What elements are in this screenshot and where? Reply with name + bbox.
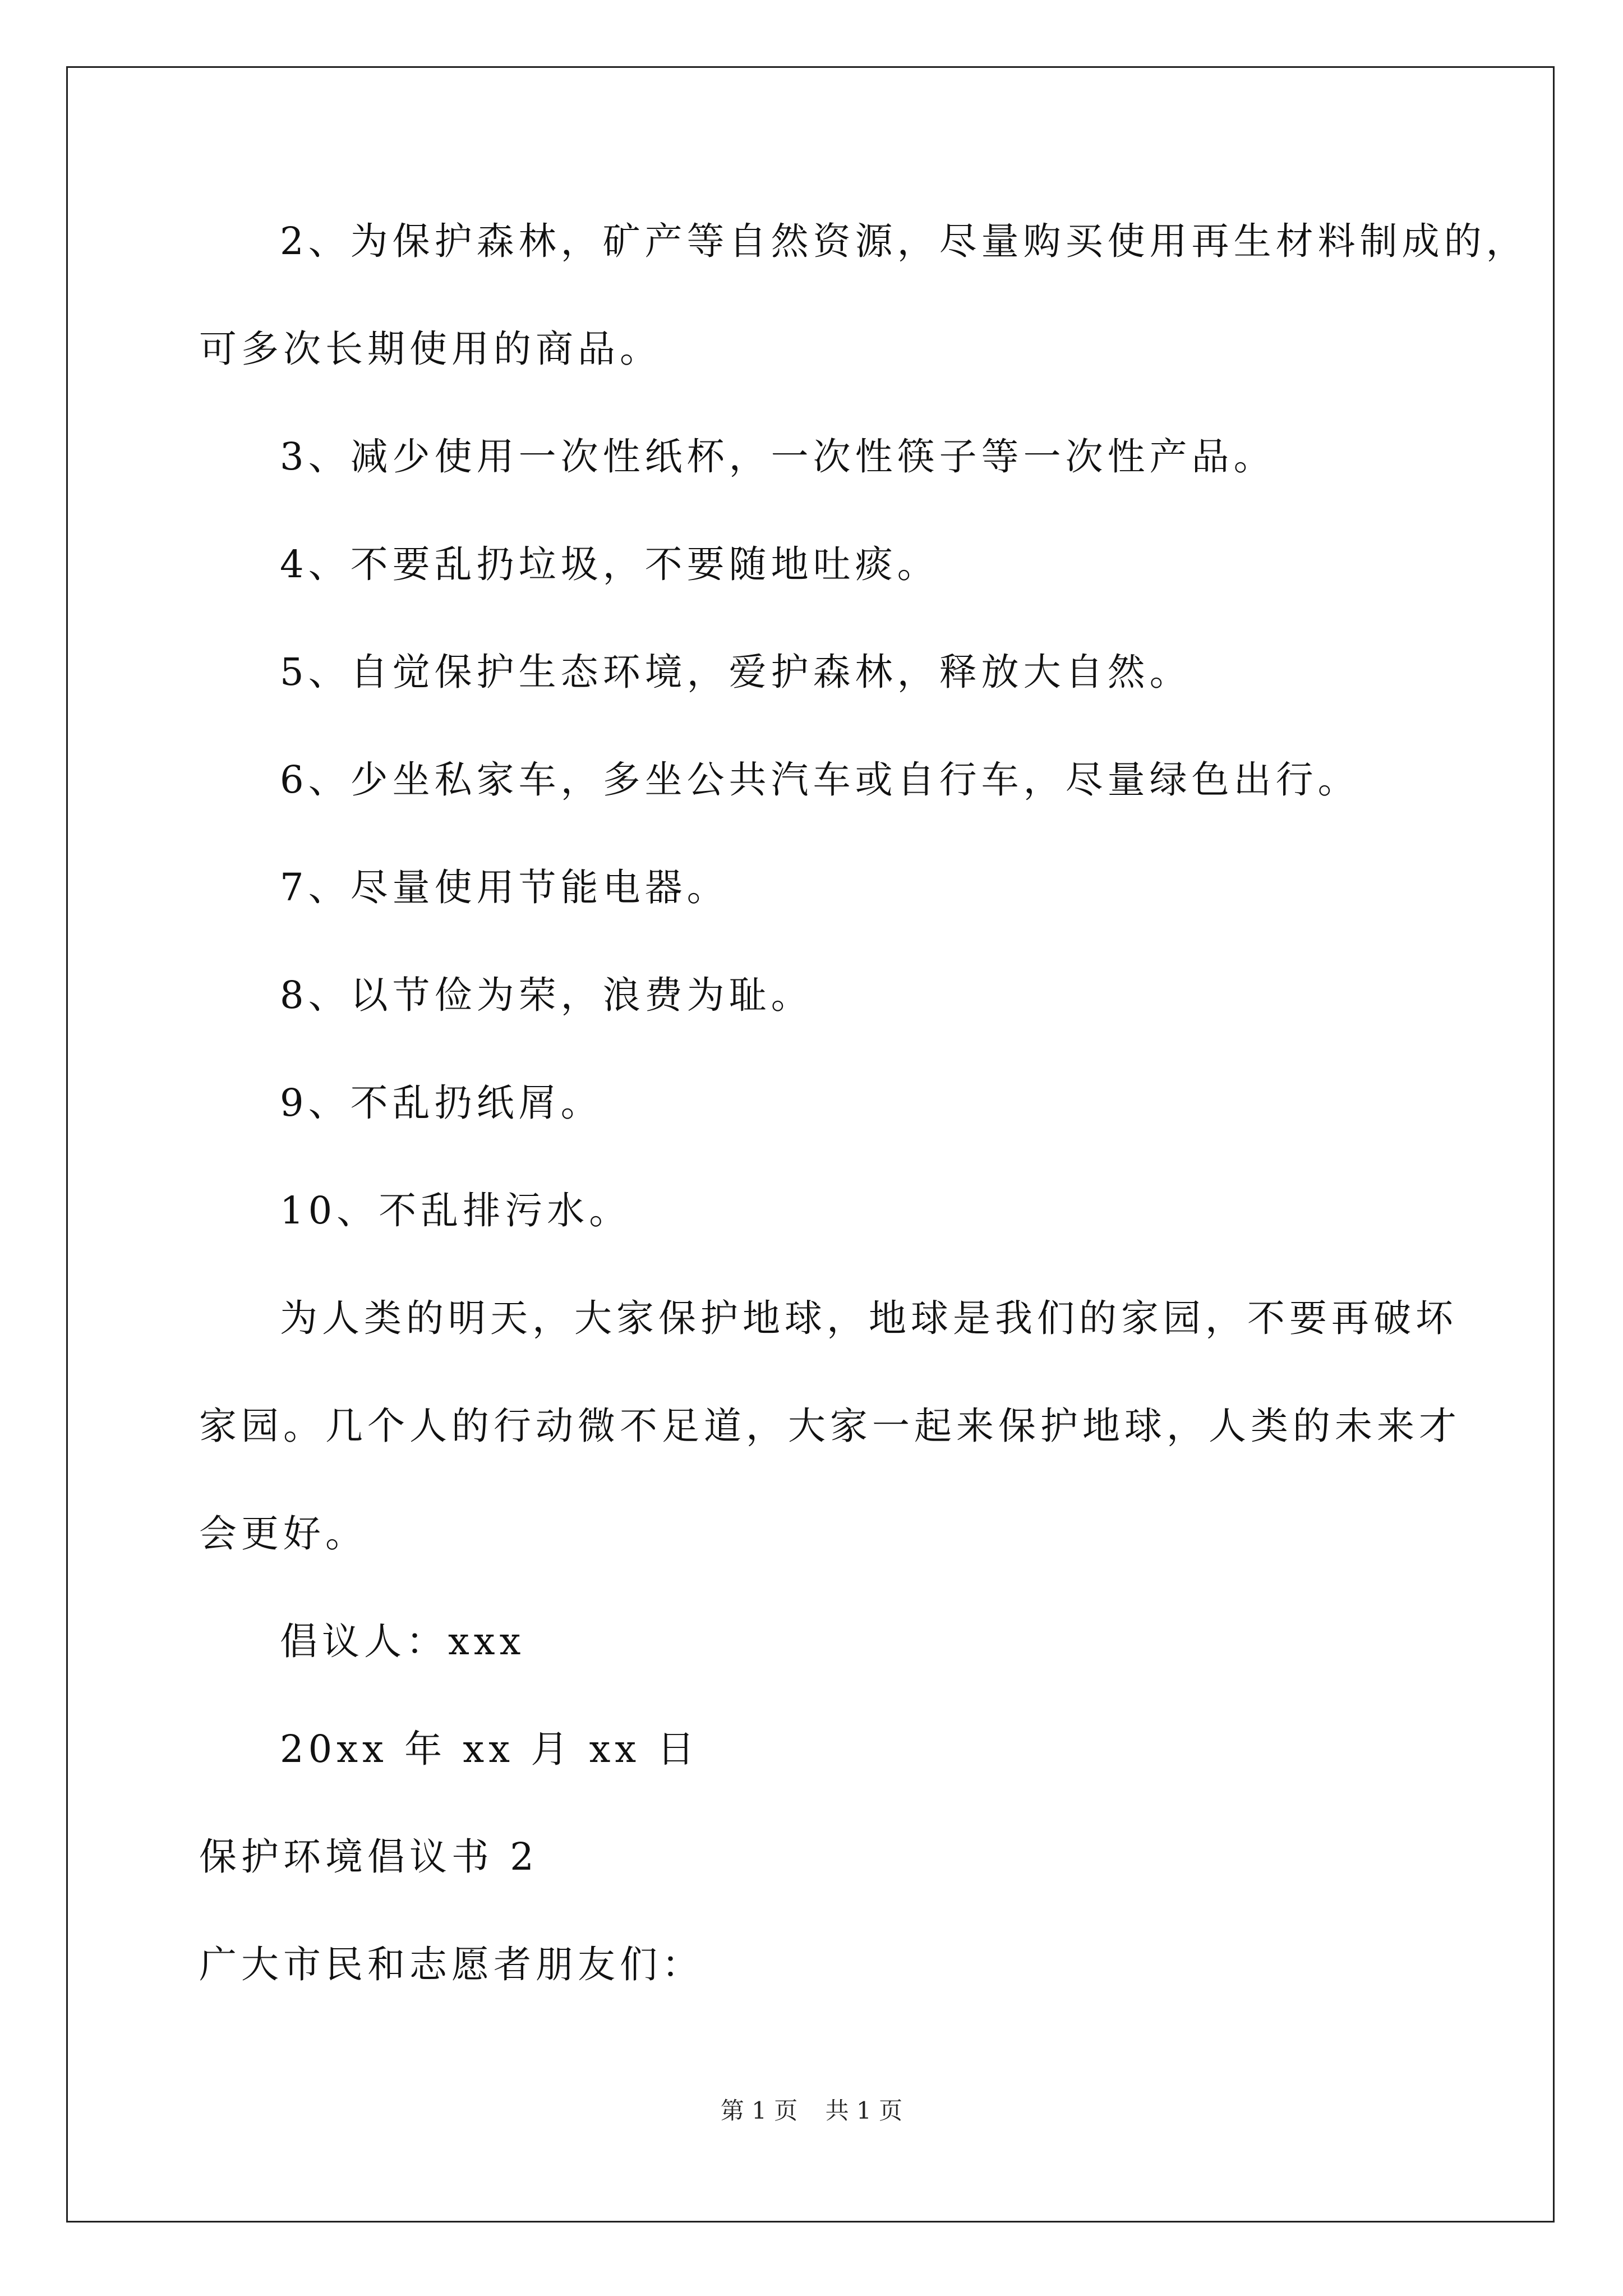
list-item-3: 3、减少使用一次性纸杯，一次性筷子等一次性产品。 [280, 435, 1276, 478]
closing-paragraph-line-3: 会更好。 [199, 1512, 367, 1556]
date-line: 20xx 年 xx 月 xx 日 [280, 1727, 699, 1771]
page-total: 共 1 页 [825, 2097, 903, 2124]
page-number: 第 1 页 [720, 2097, 798, 2124]
closing-paragraph-line-2: 家园。几个人的行动微不足道，大家一起来保护地球，人类的未来才 [199, 1404, 1461, 1448]
list-item-9: 9、不乱扔纸屑。 [280, 1081, 603, 1125]
page-frame [66, 66, 1555, 2223]
list-item-6: 6、少坐私家车，多坐公共汽车或自行车，尽量绿色出行。 [280, 758, 1360, 802]
list-item-8: 8、以节俭为荣，浪费为耻。 [280, 973, 813, 1017]
list-item-5: 5、自觉保护生态环境，爱护森林，释放大自然。 [280, 650, 1192, 694]
page-footer [0, 2097, 1623, 2125]
list-item-7: 7、尽量使用节能电器。 [280, 866, 729, 909]
list-item-2-continued: 可多次长期使用的商品。 [199, 327, 662, 371]
salutation: 广大市民和志愿者朋友们： [199, 1943, 704, 1986]
list-item-4: 4、不要乱扔垃圾，不要随地吐痰。 [280, 542, 939, 586]
section-title: 保护环境倡议书 2 [199, 1835, 538, 1879]
closing-paragraph-line-1: 为人类的明天，大家保护地球，地球是我们的家园，不要再破坏 [280, 1296, 1458, 1340]
list-item-10: 10、不乱排污水。 [280, 1189, 631, 1232]
list-item-2: 2、为保护森林，矿产等自然资源，尽量购买使用再生材料制成的， [280, 219, 1528, 263]
signatory: 倡议人：xxx [280, 1619, 525, 1663]
